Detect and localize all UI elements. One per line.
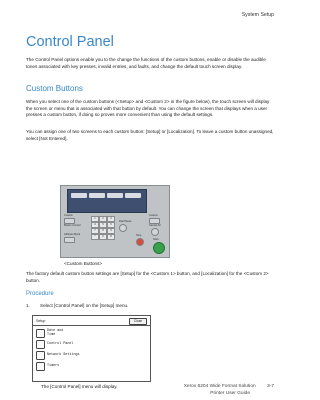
touch-screen-illustration [67, 189, 147, 213]
menu-item-timers [36, 362, 59, 371]
dial-pause-button [119, 224, 127, 232]
control-panel-figure [60, 185, 170, 258]
setup-menu-title: Setup [36, 319, 46, 323]
keypad-key: * [91, 234, 99, 240]
intro-paragraph: The Control Panel options enable you to the change the functions of the custom buttons, enable or disable the audible tones associated with key presses, invalid entries, and faults, and change the default touch screen display. [26, 57, 266, 69]
custom-button-label: Custom [64, 214, 73, 217]
cancel-all-button [151, 228, 159, 236]
stop-button [136, 238, 144, 246]
dial-pause-label: Dial Pause [119, 220, 132, 223]
custom-buttons-paragraph-3: The factory default custom button settings are [Setup] for the <Custom 1> button, and [Localization] for the <Custom 2> button. [26, 271, 269, 283]
page-number: 3-7 [267, 384, 274, 389]
menu-item-button [36, 351, 45, 360]
keypad-key: 0 [99, 234, 107, 240]
keypad-key: # [107, 234, 115, 240]
footer-guide: Printer User Guide [210, 391, 250, 396]
close-button: Close [129, 318, 147, 325]
menu-item-control-panel [36, 340, 73, 349]
custom-2-label: Custom [149, 214, 158, 217]
step-text: Select [Control Panel] on the [Setup] menu. [40, 303, 129, 308]
footer-product: Xerox 6204 Wide Format Solution [183, 384, 256, 389]
custom-buttons-paragraph-1: When you select one of the custom buttons (<Setup> and <Custom 2> in the figure below), the touch screen will display the screen or menu that is associated with that button by default. You can change the screen that displays when a user presses a custom button, if doing so proves more convenient than using the default settings. [26, 99, 270, 117]
keypad-key: 5 [99, 222, 107, 228]
section-heading-custom-buttons: Custom Buttons [26, 84, 83, 93]
custom-buttons-paragraph-2: You can assign one of two screens to each custom button: [Setup] or [Localization]. To leave a custom button unassigned, select [Not Entered]. [26, 129, 274, 141]
keypad-key: 7 [91, 228, 99, 234]
keypad-key: 8 [99, 228, 107, 234]
keypad-key: 9 [107, 228, 115, 234]
procedure-heading: Procedure [26, 291, 54, 297]
cancel-all-label: Cancel All [149, 224, 161, 227]
keypad-key: 3 [107, 216, 115, 222]
keypad-key: 1 [91, 216, 99, 222]
menu-item-label: Timers [47, 363, 60, 368]
menu-item-button [36, 362, 45, 371]
step-number: 1. [26, 303, 30, 308]
menu-divider [33, 325, 150, 326]
menu-item-label: Network Settings [47, 352, 80, 357]
running-header: System Setup [241, 12, 274, 18]
start-label: Start [153, 238, 159, 241]
menu-item-date-and-time [36, 329, 63, 338]
figure-caption: <Custom Buttons> [64, 261, 103, 266]
menu-item-button [36, 329, 45, 338]
keypad-key: 6 [107, 222, 115, 228]
page-footer [184, 383, 274, 397]
menu-item-label: Date and Time [47, 328, 64, 337]
menu-item-label: Control Panel [47, 341, 74, 346]
button-control-label: Button Control [64, 224, 81, 227]
keypad-key: 4 [91, 222, 99, 228]
start-button [153, 242, 165, 254]
address-book-label: Address Book [64, 233, 81, 236]
address-book-button [64, 237, 75, 243]
page-title: Control Panel [26, 34, 114, 50]
stop-label: Stop [136, 234, 142, 237]
setup-menu-figure [32, 315, 151, 382]
keypad-key: 2 [99, 216, 107, 222]
menu-item-button [36, 340, 45, 349]
menu-item-network-settings [36, 351, 80, 360]
result-text: The [Control Panel] menu will display. [41, 384, 118, 389]
